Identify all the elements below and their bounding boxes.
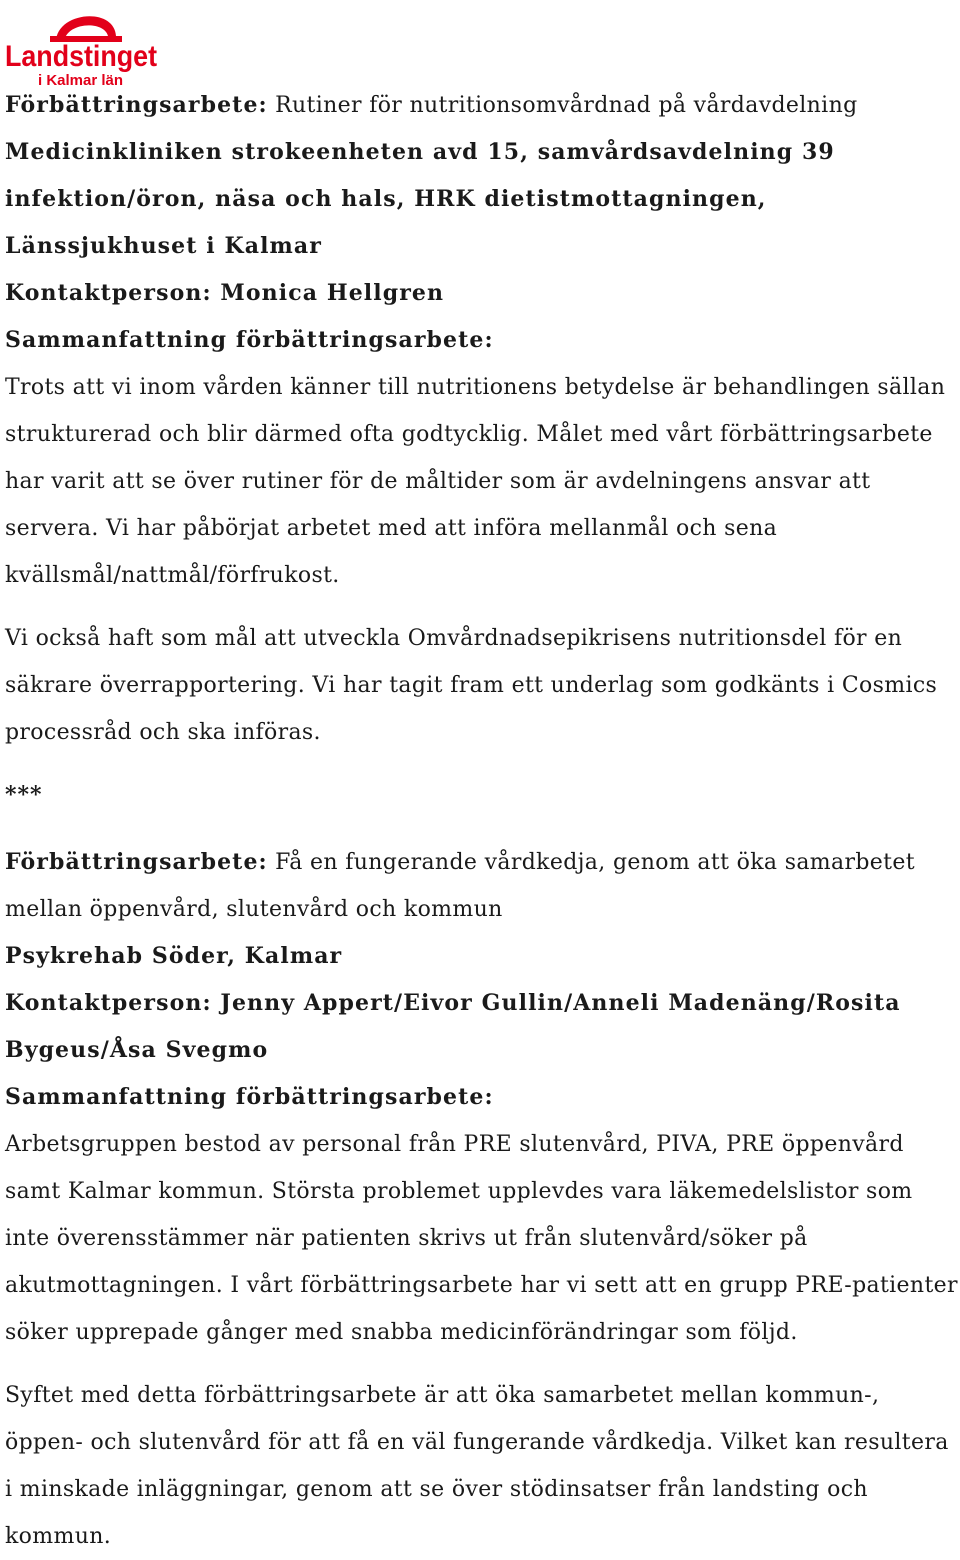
section1-title-text: Rutiner för nutritionsomvårdnad på vårdavdelning: [267, 93, 858, 118]
section2-title: [5, 839, 960, 933]
section1-unit-line2: infektion/öron, näsa och hals, HRK dietistmottagningen,: [5, 186, 767, 212]
section2-contact: Kontaktperson: Jenny Appert/Eivor Gullin/Anneli Madenäng/Rosita Bygeus/Åsa Svegmo: [5, 990, 901, 1063]
section2-label: Förbättringsarbete:: [5, 849, 268, 875]
section1-paragraph-1: Trots att vi inom vården känner till nutritionens betydelse är behandlingen sällan strukturerad och blir därmed ofta godtycklig. Målet med vårt förbättringsarbete har varit att se över rutiner för de måltider som är avdelningens ansvar att servera. Vi har påbörjat arbetet med att införa mellanmål och sena kvällsmål/nattmål/förfrukost.: [5, 375, 946, 588]
logo-subtitle: i Kalmar län: [38, 72, 124, 88]
logo-wordmark: Landstinget: [5, 40, 158, 73]
section2-title-text: Få en fungerande vårdkedja, genom att öka samarbetet mellan öppenvård, slutenvård och kommun: [5, 850, 915, 922]
section1-summary-heading: Sammanfattning förbättringsarbete:: [5, 327, 494, 353]
section2-paragraph-2: Syftet med detta förbättringsarbete är att öka samarbetet mellan kommun-, öppen- och slutenvård för att få en väl fungerande vårdkedja. Vilket kan resultera i minskade inläggningar, genom att se över stödinsatser från landsting och kommun.: [5, 1383, 949, 1549]
landstinget-logo: [4, 2, 160, 88]
section1-title: [5, 82, 960, 129]
section1-unit-line3: Länssjukhuset i Kalmar: [5, 233, 322, 259]
section1-unit-line1: Medicinkliniken strokeenheten avd 15, samvårdsavdelning 39: [5, 139, 835, 165]
section1-label: Förbättringsarbete:: [5, 92, 268, 118]
document-body: [5, 82, 960, 1560]
section2-paragraph-1: Arbetsgruppen bestod av personal från PRE slutenvård, PIVA, PRE öppenvård samt Kalmar kommun. Största problemet upplevdes vara läkemedelslistor som inte överensstämmer när patienten skrivs ut från slutenvård/söker på akutmottagningen. I vårt förbättringsarbete har vi sett att en grupp PRE-patienter söker upprepade gånger med snabba medicinförändringar som följd.: [5, 1132, 958, 1345]
section2-summary-heading: Sammanfattning förbättringsarbete:: [5, 1084, 494, 1110]
section2-unit: Psykrehab Söder, Kalmar: [5, 943, 343, 969]
section1-contact: Kontaktperson: Monica Hellgren: [5, 280, 445, 306]
section1-paragraph-2: Vi också haft som mål att utveckla Omvårdnadsepikrisens nutritionsdel för en säkrare överrapportering. Vi har tagit fram ett underlag som godkänts i Cosmics processråd och ska införas.: [5, 626, 938, 745]
section-separator: ***: [5, 782, 43, 808]
